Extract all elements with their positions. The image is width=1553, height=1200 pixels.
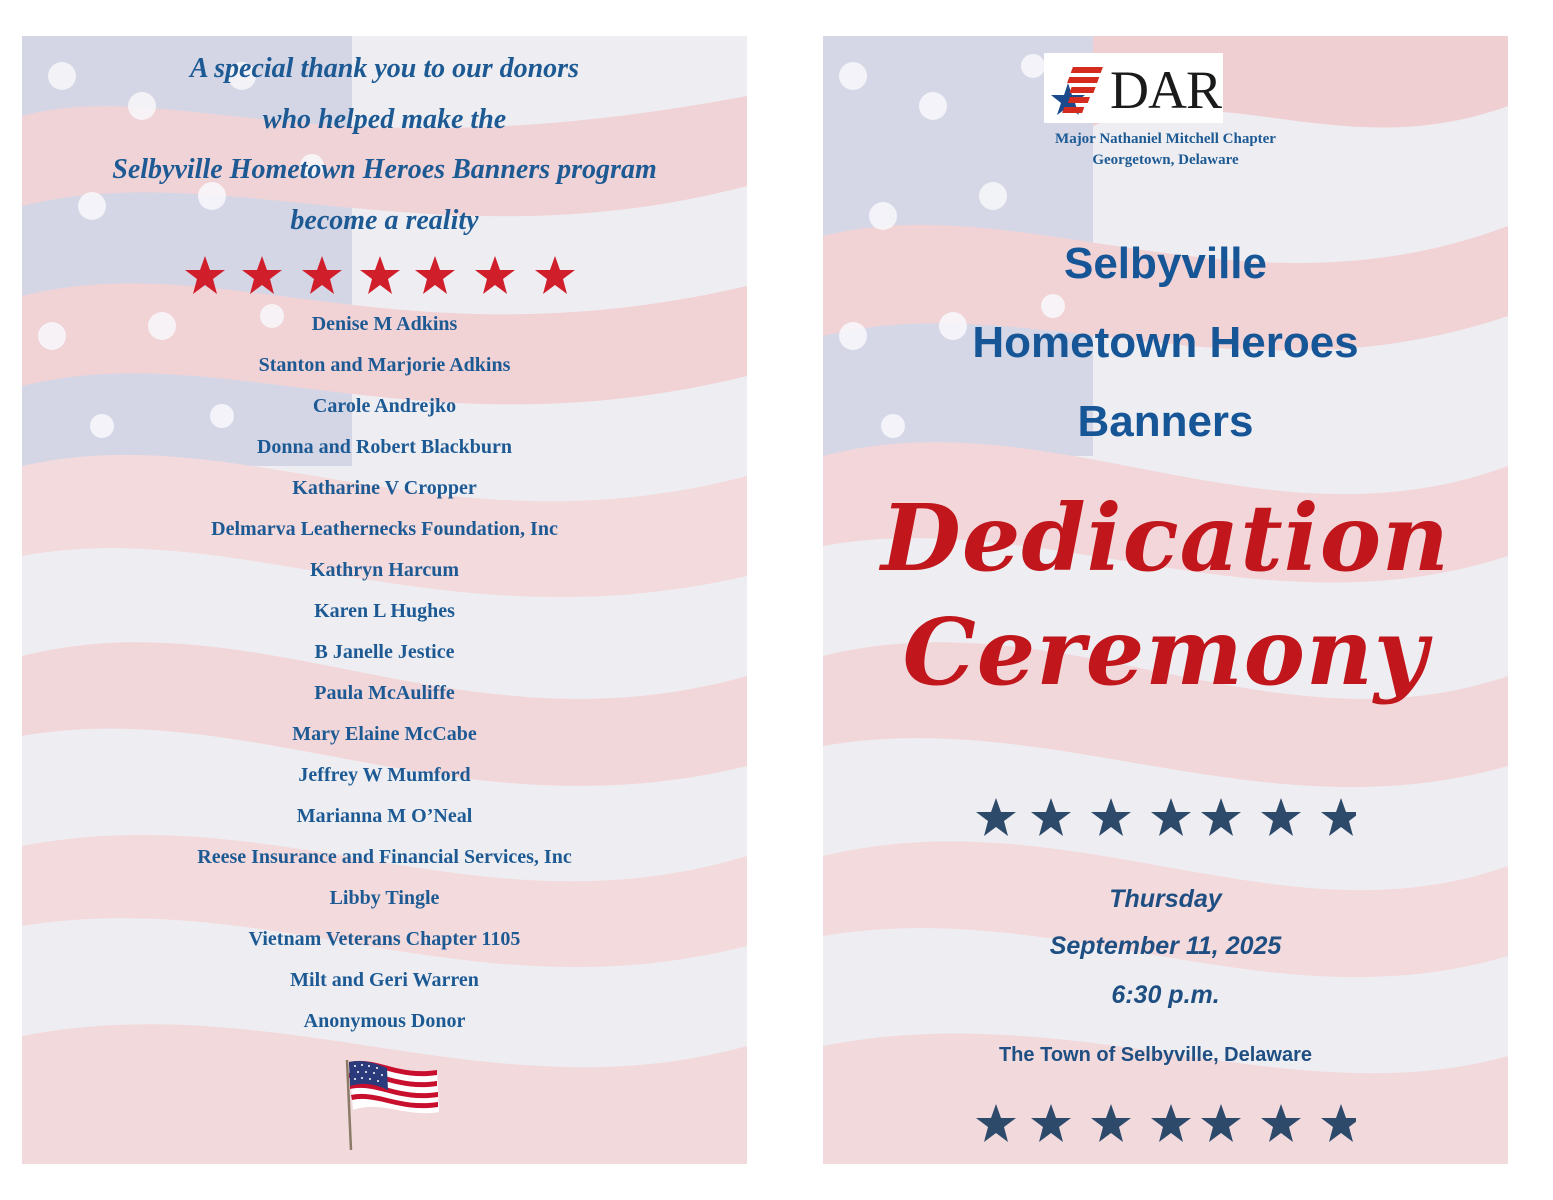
star-icon [415,256,455,294]
chapter-name: Major Nathaniel Mitchell Chapter [1055,131,1276,147]
star-icon [185,256,225,294]
title-line-2: Hometown Heroes [972,318,1359,367]
star-icon [535,256,575,294]
thanks-heading-line-1: A special thank you to our donors [190,53,579,84]
donor-name: Kathryn Harcum [309,559,460,581]
star-icon [1261,798,1301,836]
donor-name: Anonymous Donor [303,1010,466,1032]
script-title-ceremony: Ceremony [902,598,1429,706]
donor-name: Milt and Geri Warren [290,969,479,991]
star-icon [1031,798,1071,836]
donor-name: Carole Andrejko [312,395,457,417]
star-icon [302,256,342,294]
star-icon [1201,798,1241,836]
star-icon [1321,1104,1356,1142]
thanks-heading-line-4: become a reality [290,205,479,236]
event-venue: The Town of Selbyville, Delaware [998,1044,1313,1066]
chapter-location: Georgetown, Delaware [1092,152,1239,168]
event-day: Thursday [1109,885,1222,913]
title-line-3: Banners [1077,397,1254,446]
blue-star-row-top [823,796,1508,840]
star-icon [1091,798,1131,836]
dar-logo [1044,53,1223,123]
star-icon [1201,1104,1241,1142]
donor-name: Paula McAuliffe [314,682,455,704]
donor-name: Vietnam Veterans Chapter 1105 [248,928,521,950]
event-time: 6:30 p.m. [1111,981,1220,1009]
star-icon [976,798,1016,836]
program-cover-panel [823,36,1508,1164]
script-title-dedication: Dedication [881,484,1450,592]
star-icon [1151,798,1191,836]
donor-name: Denise M Adkins [311,313,458,335]
donor-name: Karen L Hughes [314,600,455,622]
american-flag-icon [337,1054,442,1152]
donor-name: Stanton and Marjorie Adkins [258,354,511,376]
star-icon [475,256,515,294]
star-icon [360,256,400,294]
thanks-heading-line-3: Selbyville Hometown Heroes Banners program [112,154,657,185]
donor-name: Marianna M O’Neal [296,805,473,827]
dar-logo-text: DAR [1110,60,1222,120]
donor-name: B Janelle Jestice [314,641,455,663]
event-date: September 11, 2025 [1049,932,1282,960]
title-line-1: Selbyville [1063,239,1267,288]
donor-name: Jeffrey W Mumford [298,764,471,786]
donor-name: Katharine V Cropper [292,477,477,499]
donor-name: Delmarva Leathernecks Foundation, Inc [211,518,558,540]
donor-name: Reese Insurance and Financial Services, Inc [197,846,572,868]
donor-name: Mary Elaine McCabe [292,723,477,745]
blue-star-row-bottom [823,1102,1508,1146]
star-icon [1091,1104,1131,1142]
star-icon [1321,798,1356,836]
donor-thanks-panel [22,36,747,1164]
thanks-heading-line-2: who helped make the [262,104,507,135]
star-icon [1151,1104,1191,1142]
donor-name: Donna and Robert Blackburn [256,436,513,458]
donor-name: Libby Tingle [329,887,440,909]
star-icon [1261,1104,1301,1142]
star-icon [976,1104,1016,1142]
star-icon [242,256,282,294]
star-icon [1031,1104,1071,1142]
red-star-row [22,254,747,298]
